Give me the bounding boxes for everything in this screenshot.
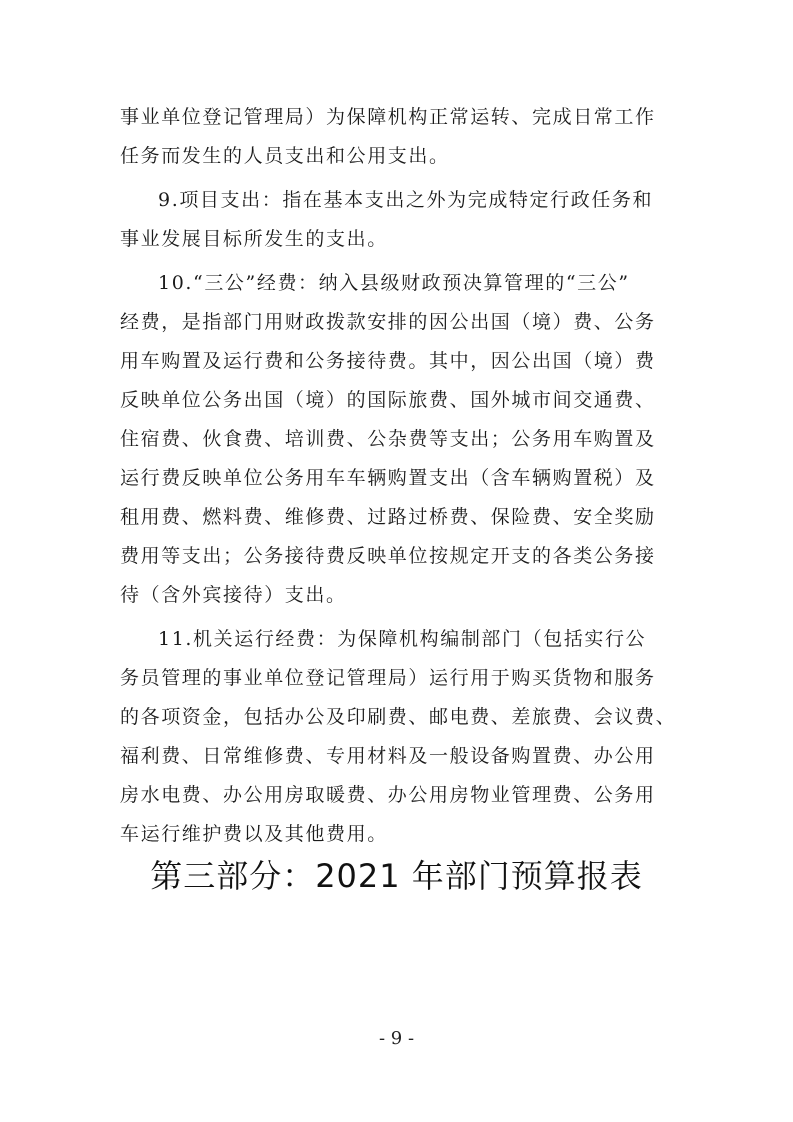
text-line: 用车购置及运行费和公务接待费。其中，因公出国（境）费 <box>120 350 656 372</box>
text-line: 10.“三公”经费：纳入县级财政预决算管理的“三公” <box>158 272 630 294</box>
text-line: 费用等支出；公务接待费反映单位按规定开支的各类公务接 <box>120 545 656 567</box>
text-line: 运行费反映单位公务用车车辆购置支出（含车辆购置税）及 <box>120 467 656 489</box>
text-line: 房水电费、办公用房取暖费、办公用房物业管理费、公务用 <box>120 784 656 806</box>
text-line: 任务而发生的人员支出和公用支出。 <box>120 145 450 167</box>
page-number: - 9 - <box>378 1028 415 1049</box>
text-line: 事业发展目标所发生的支出。 <box>120 228 388 250</box>
text-line: 住宿费、伙食费、培训费、公杂费等支出；公务用车购置及 <box>120 428 656 450</box>
text-line: 福利费、日常维修费、专用材料及一般设备购置费、办公用 <box>120 745 656 767</box>
text-line: 11.机关运行经费：为保障机构编制部门（包括实行公 <box>158 628 647 650</box>
text-line: 经费，是指部门用财政拨款安排的因公出国（境）费、公务 <box>120 311 656 333</box>
text-line: 待（含外宾接待）支出。 <box>120 584 347 606</box>
text-line: 的各项资金，包括办公及印刷费、邮电费、差旅费、会议费、 <box>120 706 677 728</box>
section-heading: 第三部分：2021 年部门预算报表 <box>150 857 643 895</box>
text-line: 务员管理的事业单位登记管理局）运行用于购买货物和服务 <box>120 667 656 689</box>
text-line: 事业单位登记管理局）为保障机构正常运转、完成日常工作 <box>120 106 656 128</box>
text-line: 租用费、燃料费、维修费、过路过桥费、保险费、安全奖励 <box>120 506 656 528</box>
text-line: 9.项目支出：指在基本支出之外为完成特定行政任务和 <box>158 189 654 211</box>
text-line: 车运行维护费以及其他费用。 <box>120 823 388 845</box>
text-line: 反映单位公务出国（境）的国际旅费、国外城市间交通费、 <box>120 389 656 411</box>
